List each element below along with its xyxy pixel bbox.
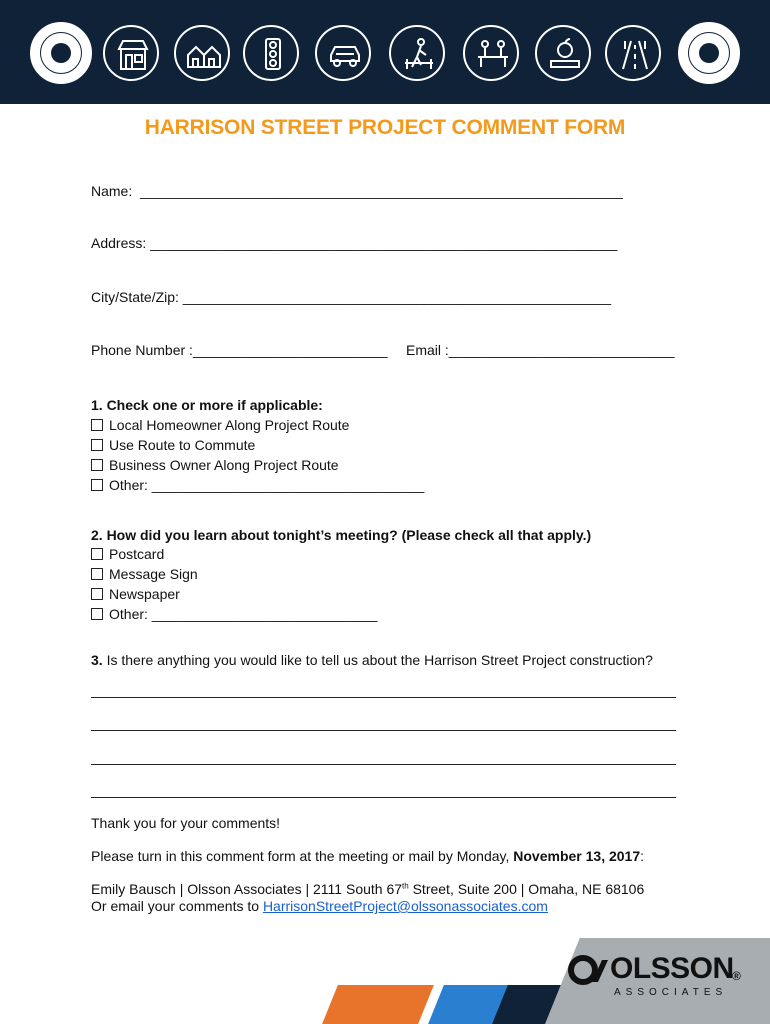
email-instructions: Or email your comments to HarrisonStreetProject@olssonassociates.com — [91, 898, 548, 914]
comment-line[interactable] — [91, 764, 676, 765]
question-2-heading: 2. How did you learn about tonight’s meeting? (Please check all that apply.) — [91, 527, 592, 543]
omaha-city-seal-icon — [678, 22, 740, 84]
q2-option[interactable]: Postcard — [91, 546, 164, 562]
q1-option[interactable]: Use Route to Commute — [91, 437, 255, 453]
q2-option[interactable]: Newspaper — [91, 586, 180, 602]
q1-option[interactable]: Business Owner Along Project Route — [91, 457, 339, 473]
checkbox[interactable] — [91, 588, 103, 600]
car-icon — [315, 25, 371, 81]
checkbox[interactable] — [91, 439, 103, 451]
storefront-icon — [103, 25, 159, 81]
road-icon — [605, 25, 661, 81]
city-state-zip-field[interactable]: City/State/Zip: _______________________________________________________ — [91, 289, 612, 305]
checkbox[interactable] — [91, 419, 103, 431]
contact-text: Emily Bausch | Olsson Associates | 2111 South 67th Street, Suite 200 | Omaha, NE 68106 — [91, 881, 645, 897]
houses-icon — [174, 25, 230, 81]
email-field[interactable]: Email :_____________________________ — [406, 342, 675, 358]
name-field[interactable]: Name: ______________________________________________________________ — [91, 183, 623, 199]
question-3: 3. Is there anything you would like to tell us about the Harrison Street Project construction? — [91, 652, 653, 668]
checkbox[interactable] — [91, 568, 103, 580]
footer-stripe-orange — [322, 985, 434, 1024]
comment-line[interactable] — [91, 730, 676, 731]
form-title: HARRISON STREET PROJECT COMMENT FORM — [144, 116, 626, 139]
pedestrian-icon — [389, 25, 445, 81]
checkbox[interactable] — [91, 548, 103, 560]
phone-field[interactable]: Phone Number :_________________________ — [91, 342, 388, 358]
question-1-heading: 1. Check one or more if applicable: — [91, 397, 323, 413]
logo-subtitle: ASSOCIATES — [614, 987, 728, 998]
hardy-county-seal-icon — [30, 22, 92, 84]
school-apple-icon — [535, 25, 591, 81]
logo-registered: ® — [732, 969, 741, 983]
q2-option[interactable]: Other: _____________________________ — [91, 606, 378, 622]
q2-option[interactable]: Message Sign — [91, 566, 198, 582]
olsson-logo-icon — [566, 952, 610, 992]
traffic-light-icon — [243, 25, 299, 81]
logo-name: OLSSON — [610, 952, 734, 985]
q1-option[interactable]: Local Homeowner Along Project Route — [91, 417, 349, 433]
checkbox[interactable] — [91, 459, 103, 471]
email-link[interactable]: HarrisonStreetProject@olssonassociates.com — [262, 898, 548, 914]
checkbox[interactable] — [91, 608, 103, 620]
checkbox[interactable] — [91, 479, 103, 491]
thanks-text: Thank you for your comments! — [91, 815, 281, 831]
address-field[interactable]: Address: ____________________________________________________________ — [91, 235, 618, 251]
header-banner — [0, 0, 770, 104]
people-bench-icon — [463, 25, 519, 81]
comment-line[interactable] — [91, 697, 676, 698]
q1-option[interactable]: Other: ___________________________________ — [91, 477, 424, 493]
comment-line[interactable] — [91, 797, 676, 798]
deadline-text: Please turn in this comment form at the meeting or mail by Monday, November 13, 2017: — [91, 848, 645, 864]
